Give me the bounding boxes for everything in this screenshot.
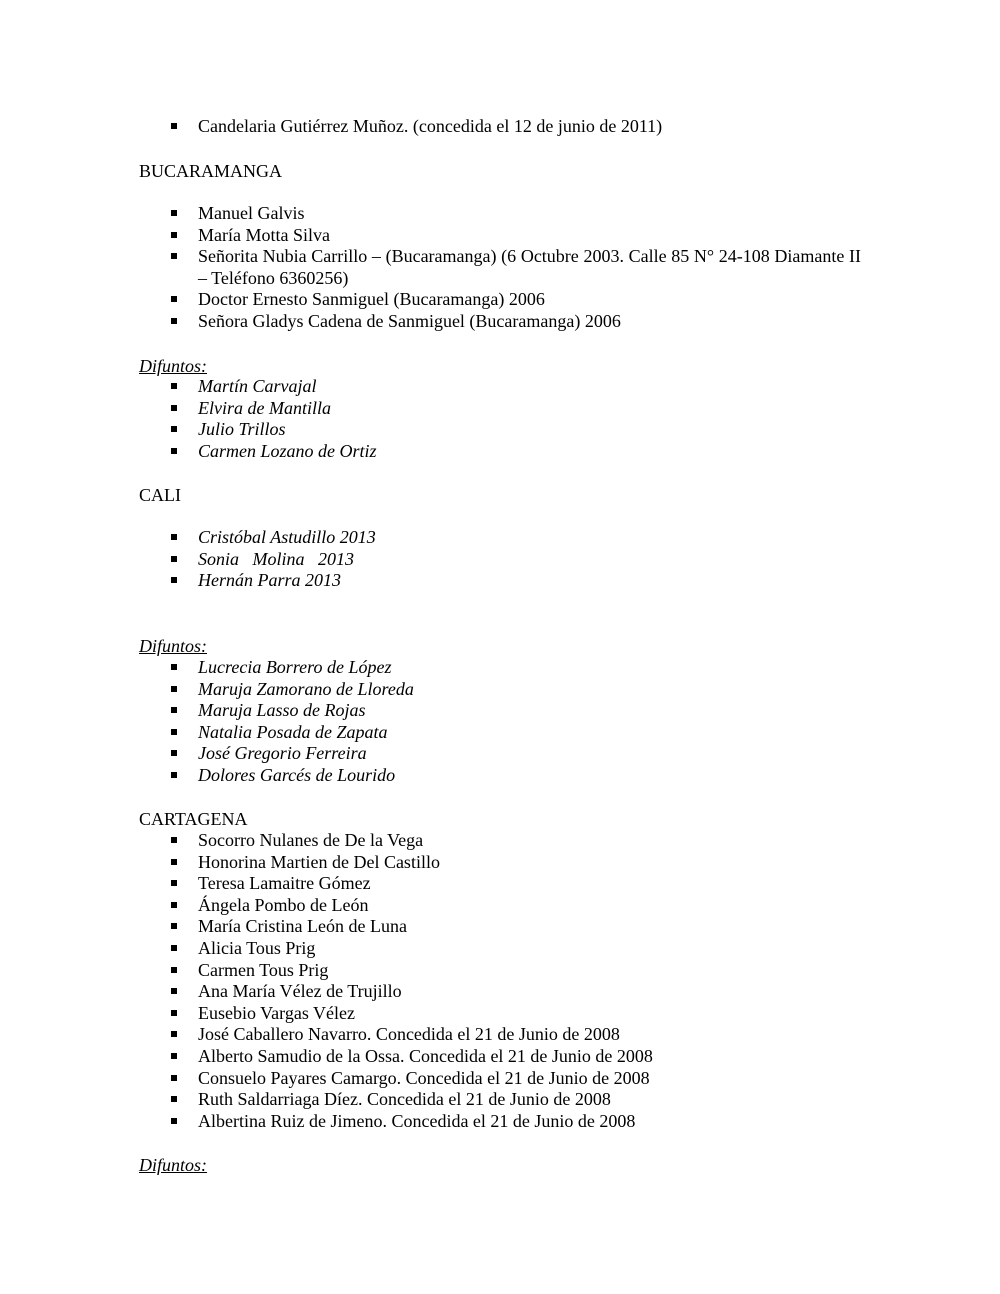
square-bullet-icon: [171, 750, 177, 756]
list-item: Carmen Lozano de Ortiz: [0, 441, 861, 463]
square-bullet-icon: [171, 988, 177, 994]
square-bullet-icon: [171, 1118, 177, 1124]
list-item: Albertina Ruiz de Jimeno. Concedida el 21 de Junio de 2008: [0, 1111, 861, 1133]
cartagena-list: [0, 830, 1000, 1132]
list-item: Alberto Samudio de la Ossa. Concedida el 21 de Junio de 2008: [0, 1046, 861, 1068]
square-bullet-icon: [171, 880, 177, 886]
square-bullet-icon: [171, 232, 177, 238]
bucaramanga-difuntos-list: [0, 376, 1000, 462]
square-bullet-icon: [171, 772, 177, 778]
square-bullet-icon: [171, 729, 177, 735]
list-item: Maruja Lasso de Rojas: [0, 700, 861, 722]
square-bullet-icon: [171, 405, 177, 411]
list-item: Sonia Molina 2013: [0, 549, 861, 571]
list-item: José Gregorio Ferreira: [0, 743, 861, 765]
list-item: Hernán Parra 2013: [0, 570, 861, 592]
square-bullet-icon: [171, 210, 177, 216]
list-item: María Cristina León de Luna: [0, 916, 861, 938]
bucaramanga-list: [0, 203, 1000, 333]
square-bullet-icon: [171, 664, 177, 670]
square-bullet-icon: [171, 296, 177, 302]
list-item: Ruth Saldarriaga Díez. Concedida el 21 de Junio de 2008: [0, 1089, 861, 1111]
square-bullet-icon: [171, 1053, 177, 1059]
square-bullet-icon: [171, 923, 177, 929]
list-item: Consuelo Payares Camargo. Concedida el 21 de Junio de 2008: [0, 1068, 861, 1090]
list-item: Alicia Tous Prig: [0, 938, 861, 960]
square-bullet-icon: [171, 945, 177, 951]
square-bullet-icon: [171, 707, 177, 713]
square-bullet-icon: [171, 859, 177, 865]
difuntos-heading-cali: Difuntos:: [139, 636, 208, 656]
list-item: Ángela Pombo de León: [0, 895, 861, 917]
square-bullet-icon: [171, 967, 177, 973]
list-item: Martín Carvajal: [0, 376, 861, 398]
list-item: Socorro Nulanes de De la Vega: [0, 830, 861, 852]
list-item: Doctor Ernesto Sanmiguel (Bucaramanga) 2006: [0, 289, 861, 311]
difuntos-heading-cartagena: Difuntos:: [139, 1155, 208, 1175]
list-item: Ana María Vélez de Trujillo: [0, 981, 861, 1003]
list-item: José Caballero Navarro. Concedida el 21 de Junio de 2008: [0, 1024, 861, 1046]
list-item: Elvira de Mantilla: [0, 398, 861, 420]
list-item: Teresa Lamaitre Gómez: [0, 873, 861, 895]
square-bullet-icon: [171, 1031, 177, 1037]
square-bullet-icon: [171, 837, 177, 843]
list-item: Carmen Tous Prig: [0, 960, 861, 982]
list-item: Señora Gladys Cadena de Sanmiguel (Bucaramanga) 2006: [0, 311, 861, 333]
square-bullet-icon: [171, 1096, 177, 1102]
square-bullet-icon: [171, 577, 177, 583]
square-bullet-icon: [171, 253, 177, 259]
list-item: María Motta Silva: [0, 225, 861, 247]
square-bullet-icon: [171, 123, 177, 129]
difuntos-heading-bucaramanga: Difuntos:: [139, 356, 208, 376]
square-bullet-icon: [171, 383, 177, 389]
list-item: Cristóbal Astudillo 2013: [0, 527, 861, 549]
list-item: Manuel Galvis: [0, 203, 861, 225]
cali-list: [0, 527, 1000, 592]
list-item: Julio Trillos: [0, 419, 861, 441]
square-bullet-icon: [171, 902, 177, 908]
list-item: Maruja Zamorano de Lloreda: [0, 679, 861, 701]
list-item: Eusebio Vargas Vélez: [0, 1003, 861, 1025]
list-item: Natalia Posada de Zapata: [0, 722, 861, 744]
top-list: [0, 116, 1000, 138]
section-heading-cali: CALI: [139, 485, 181, 505]
square-bullet-icon: [171, 1075, 177, 1081]
square-bullet-icon: [171, 556, 177, 562]
section-heading-cartagena: CARTAGENA: [139, 809, 248, 829]
square-bullet-icon: [171, 1010, 177, 1016]
list-item: Candelaria Gutiérrez Muñoz. (concedida el 12 de junio de 2011): [0, 116, 861, 138]
square-bullet-icon: [171, 318, 177, 324]
square-bullet-icon: [171, 448, 177, 454]
square-bullet-icon: [171, 426, 177, 432]
list-item: Señorita Nubia Carrillo – (Bucaramanga) (6 Octubre 2003. Calle 85 N° 24-108 Diamante II – Teléfono 6360256): [0, 246, 861, 289]
list-item: Honorina Martien de Del Castillo: [0, 852, 861, 874]
section-heading-bucaramanga: BUCARAMANGA: [139, 161, 283, 181]
list-item: Lucrecia Borrero de López: [0, 657, 861, 679]
list-item: Dolores Garcés de Lourido: [0, 765, 861, 787]
cali-difuntos-list: [0, 657, 1000, 787]
square-bullet-icon: [171, 534, 177, 540]
square-bullet-icon: [171, 686, 177, 692]
